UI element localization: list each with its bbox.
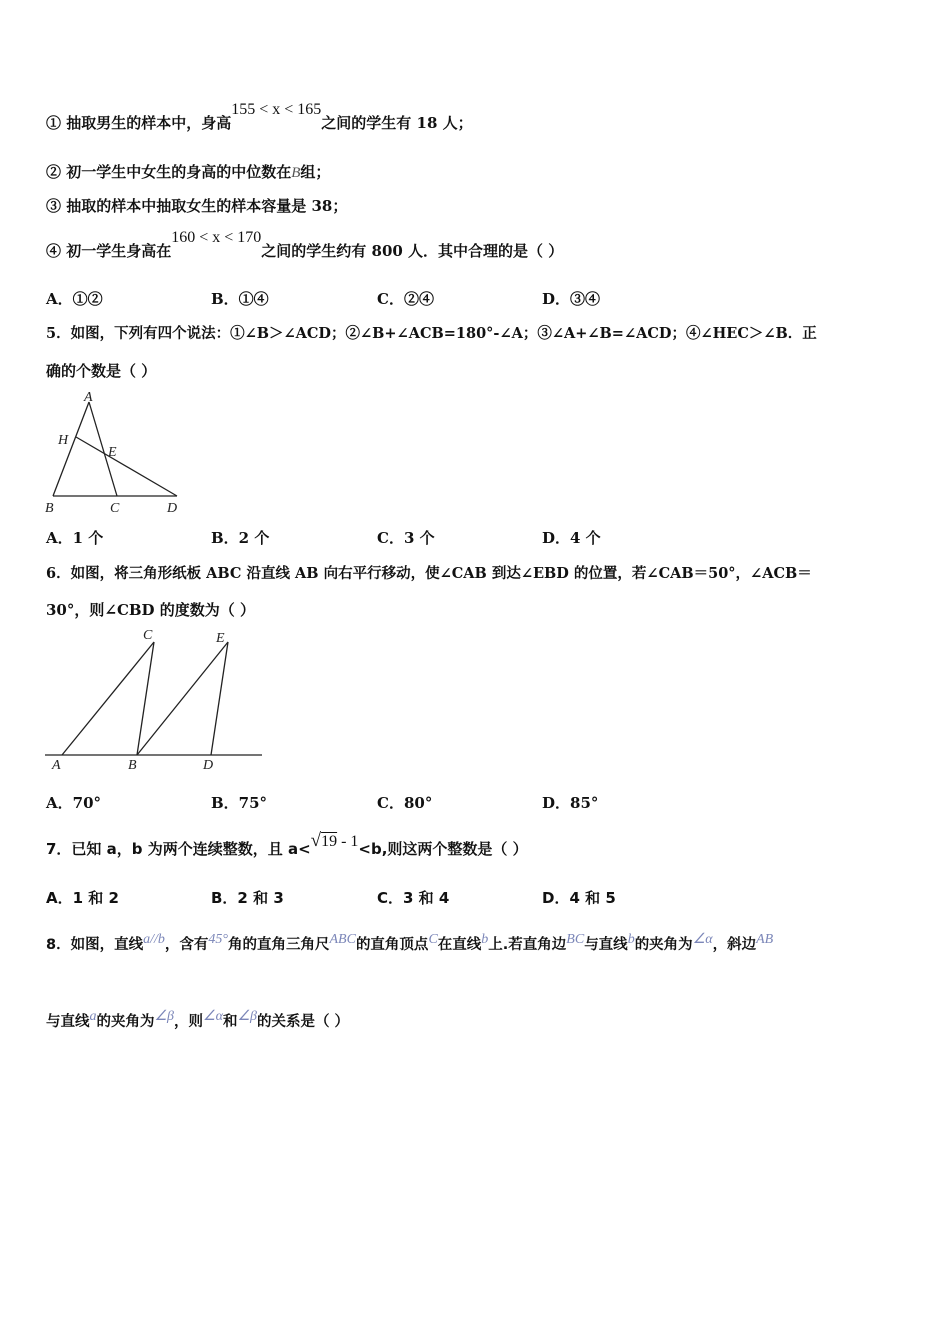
q7-option-c: C．3 和 4 <box>377 889 450 907</box>
q8-math: AB <box>756 932 774 947</box>
point-d-label: D <box>167 501 178 516</box>
q8-math: ∠α <box>203 1009 223 1024</box>
q8-part: 的夹角为 <box>96 1014 155 1030</box>
point-b-label: B <box>45 501 54 516</box>
point-h-label: H <box>58 433 69 448</box>
point-a-label: A <box>84 390 93 405</box>
point-a-label: A <box>52 758 61 773</box>
q7-option-a: A．1 和 2 <box>46 889 119 907</box>
q6-option-a: A．70° <box>46 794 102 812</box>
question-5-text-2: 确的个数是（ ） <box>46 362 157 380</box>
statement-1-tail: 之间的学生有 18 人； <box>321 114 473 132</box>
point-d-label: D <box>203 758 214 773</box>
question-6-text-2: 30°，则∠CBD 的度数为（ ） <box>46 601 256 619</box>
statement-2-math: B <box>291 165 301 181</box>
statement-2 <box>46 161 330 182</box>
q7-option-b: B．2 和 3 <box>211 889 284 907</box>
radical-sign: √ <box>310 830 322 851</box>
q5-option-c: C．3 个 <box>377 529 435 547</box>
q8-part: 的夹角为 <box>634 937 693 953</box>
statement-4-tail: 之间的学生约有 800 人．其中合理的是（ ） <box>261 242 564 260</box>
q8-part: 与直线 <box>46 1014 90 1030</box>
statement-2-tail: 组； <box>300 163 331 181</box>
statement-1-text: ① 抽取男生的样本中，身高 <box>46 114 232 132</box>
q7-option-d: D．4 和 5 <box>542 889 616 907</box>
question-7-post: <b,则这两个整数是（ ） <box>358 840 528 858</box>
q8-math: ∠β <box>237 1009 257 1024</box>
q6-option-c: C．80° <box>377 794 433 812</box>
sqrt-expression <box>310 830 359 851</box>
q4-option-a: A．①② <box>46 290 103 308</box>
q8-math: C <box>428 932 438 947</box>
minus-one: - 1 <box>337 833 359 850</box>
q8-math: ABC <box>329 932 356 947</box>
q8-math: a//b <box>143 932 165 947</box>
statement-4-math: 160 < x < 170 <box>171 229 262 246</box>
q8-part: ，含有 <box>164 937 209 953</box>
point-c-label: C <box>143 628 153 643</box>
q4-option-d: D．③④ <box>542 290 601 308</box>
q8-part: 和 <box>222 1014 238 1030</box>
point-b-label: B <box>128 758 137 773</box>
q5-option-d: D．4 个 <box>542 529 601 547</box>
q8-part: 上.若直角边 <box>488 937 567 953</box>
q8-part: 8．如图，直线 <box>46 937 144 953</box>
q8-math: b <box>627 932 635 947</box>
q5-option-b: B．2 个 <box>211 529 270 547</box>
point-c-label: C <box>110 501 120 516</box>
radicand: 19 <box>321 833 338 850</box>
segment-ab <box>53 402 89 496</box>
q8-math: BC <box>566 932 585 947</box>
q8-part: 的关系是（ ） <box>256 1014 350 1030</box>
question-5-text: 5．如图，下列有四个说法：①∠B＞∠ACD；②∠B+∠ACB=180°-∠A；③∠A+∠B=∠ACD；④∠HEC＞∠B．正 <box>46 325 817 342</box>
q8-part: 的直角顶点 <box>355 937 429 953</box>
statement-1 <box>46 101 473 133</box>
statement-2-text: ② 初一学生中女生的身高的中位数在 <box>46 163 292 181</box>
q8-math: a <box>89 1009 97 1024</box>
segment-hd <box>76 437 177 496</box>
q4-option-c: C．②④ <box>377 290 434 308</box>
statement-4-text: ④ 初一学生身高在 <box>46 242 172 260</box>
q8-math: ∠β <box>154 1009 175 1024</box>
question-8-text-2 <box>46 1010 349 1031</box>
q8-math: ∠α <box>692 932 713 947</box>
question-6-figure <box>40 625 270 775</box>
point-e-label: E <box>216 631 225 646</box>
statement-3: ③ 抽取的样本中抽取女生的样本容量是 38； <box>46 197 348 215</box>
q8-math: b <box>481 932 489 947</box>
q4-option-b: B．①④ <box>211 290 269 308</box>
q8-part: ，则 <box>174 1014 204 1030</box>
q6-option-b: B．75° <box>211 794 268 812</box>
q8-part: ，斜边 <box>712 937 757 953</box>
question-8-text <box>46 933 773 954</box>
q8-part: 角的直角三角尺 <box>227 937 330 953</box>
question-7-text <box>46 830 528 860</box>
question-5-figure <box>40 388 190 518</box>
q8-math: 45° <box>208 932 228 947</box>
q8-part: 与直线 <box>584 937 628 953</box>
statement-1-math: 155 < x < 165 <box>231 101 322 118</box>
question-6-text: 6．如图，将三角形纸板 ABC 沿直线 AB 向右平行移动，使∠CAB 到达∠EBD 的位置，若∠CAB＝50°，∠ACB＝ <box>46 565 812 582</box>
q6-option-d: D．85° <box>542 794 599 812</box>
statement-4 <box>46 229 564 261</box>
question-7-pre: 7．已知 a，b 为两个连续整数，且 a< <box>46 840 311 858</box>
q5-option-a: A．1 个 <box>46 529 104 547</box>
segment-be <box>137 642 228 755</box>
point-e-label: E <box>108 445 117 460</box>
q8-part: 在直线 <box>437 937 482 953</box>
